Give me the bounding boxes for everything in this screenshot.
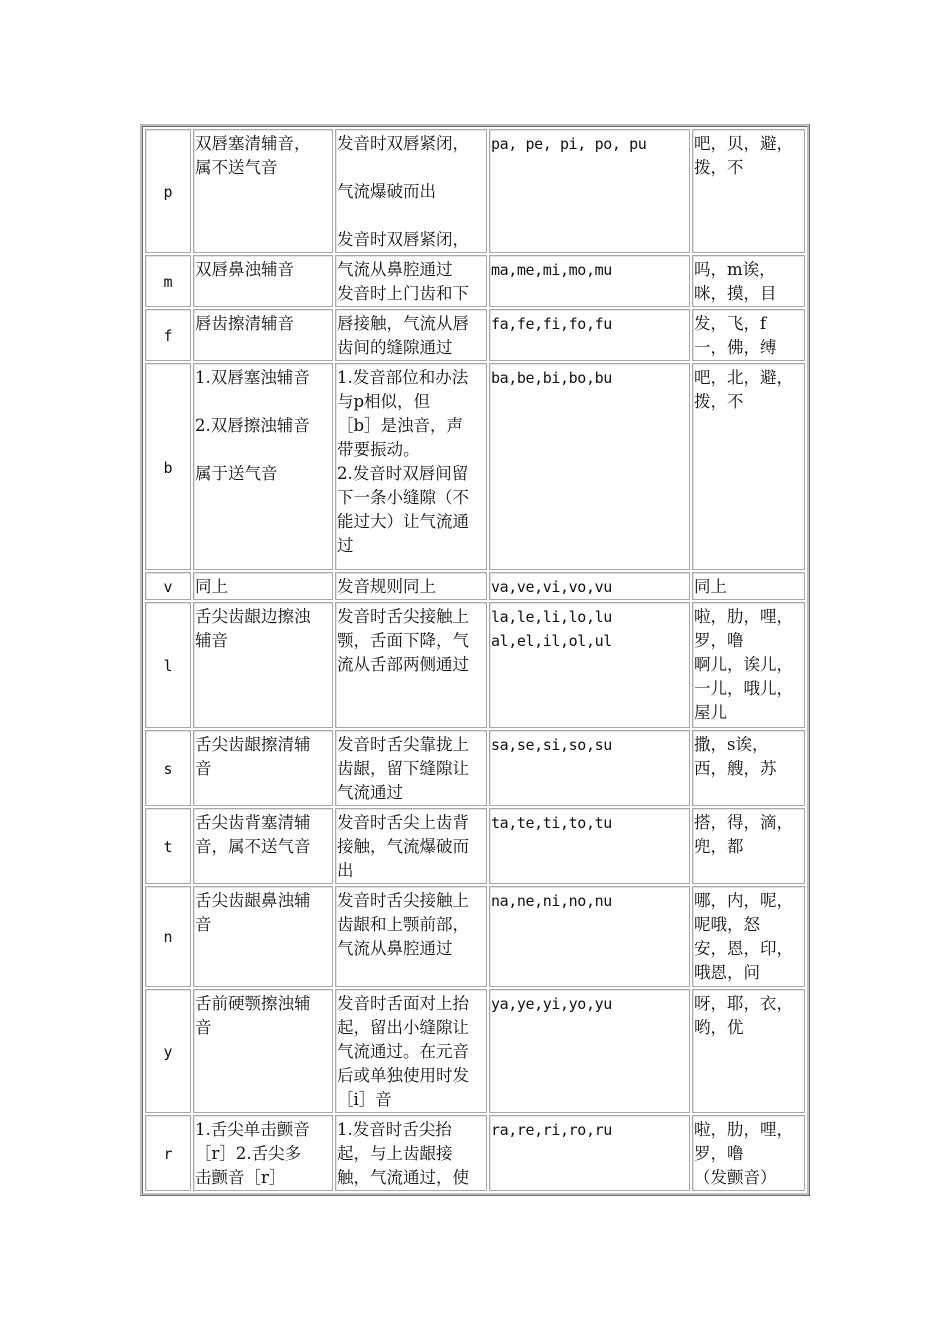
consonant-letter: m (163, 273, 173, 292)
consonant-name: 舌尖齿龈鼻浊辅 音 (195, 891, 311, 935)
chinese-approx-cell (692, 363, 805, 569)
consonant-name-cell (193, 886, 333, 986)
consonant-name: 唇齿擦清辅音 (195, 314, 294, 334)
consonant-name-cell (193, 363, 333, 569)
syllable-examples: ma,me,mi,mo,mu (491, 261, 612, 280)
chinese-approx-cell (692, 808, 805, 884)
consonant-letter-cell (145, 255, 191, 307)
consonant-letter-cell (145, 989, 191, 1113)
table-row-p (145, 129, 805, 253)
chinese-approximation: 呀，耶，衣， 哟，优 (694, 993, 793, 1037)
chinese-approximation: 吧，贝，避， 拨，不 (694, 134, 793, 177)
consonant-letter: t (163, 838, 173, 857)
syllable-examples: va,ve,vi,vo,vu (491, 577, 612, 596)
pronunciation-desc-cell (335, 1115, 487, 1191)
table-row-t (145, 808, 805, 884)
consonant-letter-cell (145, 730, 191, 806)
table-row-v (145, 572, 805, 600)
consonant-name: 同上 (195, 576, 228, 596)
pronunciation-desc: 1.发音时舌尖抬 起，与上齿龈接 触，气流通过，使 (337, 1119, 469, 1187)
syllable-examples: ba,be,bi,bo,bu (491, 369, 612, 388)
chinese-approximation: 撒，s诶， 西，艘，苏 (694, 735, 777, 779)
consonant-name: 双唇鼻浊辅音 (195, 260, 294, 280)
pronunciation-desc-cell (335, 255, 487, 307)
syllable-examples: na,ne,ni,no,nu (491, 892, 612, 911)
pronunciation-desc: 发音规则同上 (337, 576, 436, 596)
syllable-examples-cell (489, 602, 690, 728)
syllable-examples-cell (489, 129, 690, 253)
table-row-f (145, 309, 805, 361)
consonant-letter: n (163, 928, 173, 947)
table-row-b (145, 363, 805, 569)
consonant-name-cell (193, 989, 333, 1113)
pronunciation-desc-cell (335, 602, 487, 728)
consonant-letter-cell (145, 572, 191, 600)
pronunciation-desc: 发音时舌尖接触上 齿龈和上颚前部， 气流从鼻腔通过 (337, 891, 469, 959)
syllable-examples: sa,se,si,so,su (491, 736, 612, 755)
consonant-letter: v (163, 577, 173, 596)
table-row-n (145, 886, 805, 986)
table-row-s (145, 730, 805, 806)
chinese-approx-cell (692, 602, 805, 728)
consonant-letter-cell (145, 602, 191, 728)
syllable-examples: ta,te,ti,to,tu (491, 814, 612, 833)
pronunciation-desc-cell (335, 129, 487, 253)
chinese-approximation: 啦，肋，哩， 罗，噜 啊儿，诶儿， 一儿，哦儿， 屋儿 (694, 606, 793, 722)
consonant-letter-cell (145, 886, 191, 986)
pronunciation-desc: 发音时舌尖接触上 颚，舌面下降，气 流从舌部两侧通过 (337, 606, 469, 674)
syllable-examples: la,le,li,lo,lu al,el,il,ol,ul (491, 607, 612, 650)
table-row-m (145, 255, 805, 307)
chinese-approx-cell (692, 886, 805, 986)
consonant-name-cell (193, 255, 333, 307)
pronunciation-desc-cell (335, 309, 487, 361)
pronunciation-desc: 气流从鼻腔通过 发音时上门齿和下 (337, 260, 469, 304)
table-row-r (145, 1115, 805, 1191)
table-row-l (145, 602, 805, 728)
consonant-letter-cell (145, 309, 191, 361)
consonant-letter-cell (145, 808, 191, 884)
syllable-examples-cell (489, 572, 690, 600)
pronunciation-desc-cell (335, 989, 487, 1113)
chinese-approx-cell (692, 129, 805, 253)
syllable-examples-cell (489, 363, 690, 569)
consonant-letter: r (163, 1144, 173, 1163)
consonant-name-cell (193, 309, 333, 361)
consonant-name: 1.双唇塞浊辅音 2.双唇擦浊辅音 属于送气音 (195, 368, 310, 484)
consonant-letter: p (163, 183, 173, 202)
consonant-letter: s (163, 760, 173, 779)
syllable-examples: fa,fe,fi,fo,fu (491, 315, 612, 334)
phonetics-table (143, 127, 807, 1193)
pronunciation-desc-cell (335, 572, 487, 600)
consonant-letter-cell (145, 363, 191, 569)
syllable-examples: pa, pe, pi, po, pu (491, 135, 647, 153)
consonant-letter-cell (145, 1115, 191, 1191)
consonant-name-cell (193, 129, 333, 253)
syllable-examples-cell (489, 255, 690, 307)
pronunciation-desc: 发音时双唇紧闭， 气流爆破而出 发音时双唇紧闭， (337, 134, 469, 249)
consonant-name: 双唇塞清辅音， 属不送气音 (195, 134, 311, 177)
chinese-approx-cell (692, 255, 805, 307)
pronunciation-desc-cell (335, 886, 487, 986)
syllable-examples-cell (489, 1115, 690, 1191)
pronunciation-desc: 发音时舌尖靠拢上 齿龈，留下缝隙让 气流通过 (337, 735, 469, 803)
consonant-letter: y (163, 1042, 173, 1061)
syllable-examples-cell (489, 309, 690, 361)
consonant-name: 舌尖齿龈擦清辅 音 (195, 735, 311, 779)
consonant-name: 舌前硬颚擦浊辅 音 (195, 993, 311, 1037)
chinese-approximation: 吧，北，避， 拨，不 (694, 368, 793, 412)
consonant-name-cell (193, 1115, 333, 1191)
pronunciation-desc: 唇接触，气流从唇 齿间的缝隙通过 (337, 314, 469, 358)
pronunciation-desc: 1.发音部位和办法 与p相似，但 ［b］是浊音，声 带要振动。 2.发音时双唇间留 下一条小缝隙（不 能过大）让气流通 过 (337, 368, 469, 556)
table-row-y (145, 989, 805, 1113)
chinese-approx-cell (692, 989, 805, 1113)
phonetics-table-frame (140, 124, 810, 1196)
syllable-examples: ra,re,ri,ro,ru (491, 1120, 612, 1139)
consonant-letter: b (163, 458, 173, 477)
chinese-approximation: 哪，内，呢， 呢哦，怒 安，恩，印， 哦恩，问 (694, 891, 793, 983)
syllable-examples-cell (489, 989, 690, 1113)
syllable-examples-cell (489, 730, 690, 806)
syllable-examples: ya,ye,yi,yo,yu (491, 994, 612, 1013)
syllable-examples-cell (489, 808, 690, 884)
pronunciation-desc-cell (335, 808, 487, 884)
consonant-letter: f (163, 327, 173, 346)
chinese-approx-cell (692, 572, 805, 600)
consonant-letter: l (163, 656, 173, 675)
chinese-approx-cell (692, 730, 805, 806)
pronunciation-desc-cell (335, 730, 487, 806)
pronunciation-desc: 发音时舌面对上抬 起，留出小缝隙让 气流通过。在元音 后或单独使用时发 ［i］音 (337, 993, 469, 1109)
chinese-approx-cell (692, 309, 805, 361)
consonant-name-cell (193, 808, 333, 884)
chinese-approximation: 搭，得，滴， 兜，都 (694, 813, 793, 857)
pronunciation-desc-cell (335, 363, 487, 569)
consonant-letter-cell (145, 129, 191, 253)
chinese-approximation: 发，飞，f 一，佛，缚 (694, 314, 777, 358)
chinese-approximation: 同上 (694, 576, 727, 596)
syllable-examples-cell (489, 886, 690, 986)
chinese-approximation: 啦，肋，哩， 罗，噜 （发颤音） (694, 1119, 793, 1187)
consonant-name: 舌尖齿背塞清辅 音，属不送气音 (195, 813, 311, 857)
chinese-approximation: 吗，m诶， 咪，摸，目 (694, 260, 777, 304)
consonant-name-cell (193, 602, 333, 728)
chinese-approx-cell (692, 1115, 805, 1191)
consonant-name: 舌尖齿龈边擦浊 辅音 (195, 606, 311, 650)
consonant-name: 1.舌尖单击颤音 ［r］2.舌尖多 击颤音［r］ (195, 1119, 310, 1187)
consonant-name-cell (193, 730, 333, 806)
pronunciation-desc: 发音时舌尖上齿背 接触，气流爆破而 出 (337, 813, 469, 881)
consonant-name-cell (193, 572, 333, 600)
